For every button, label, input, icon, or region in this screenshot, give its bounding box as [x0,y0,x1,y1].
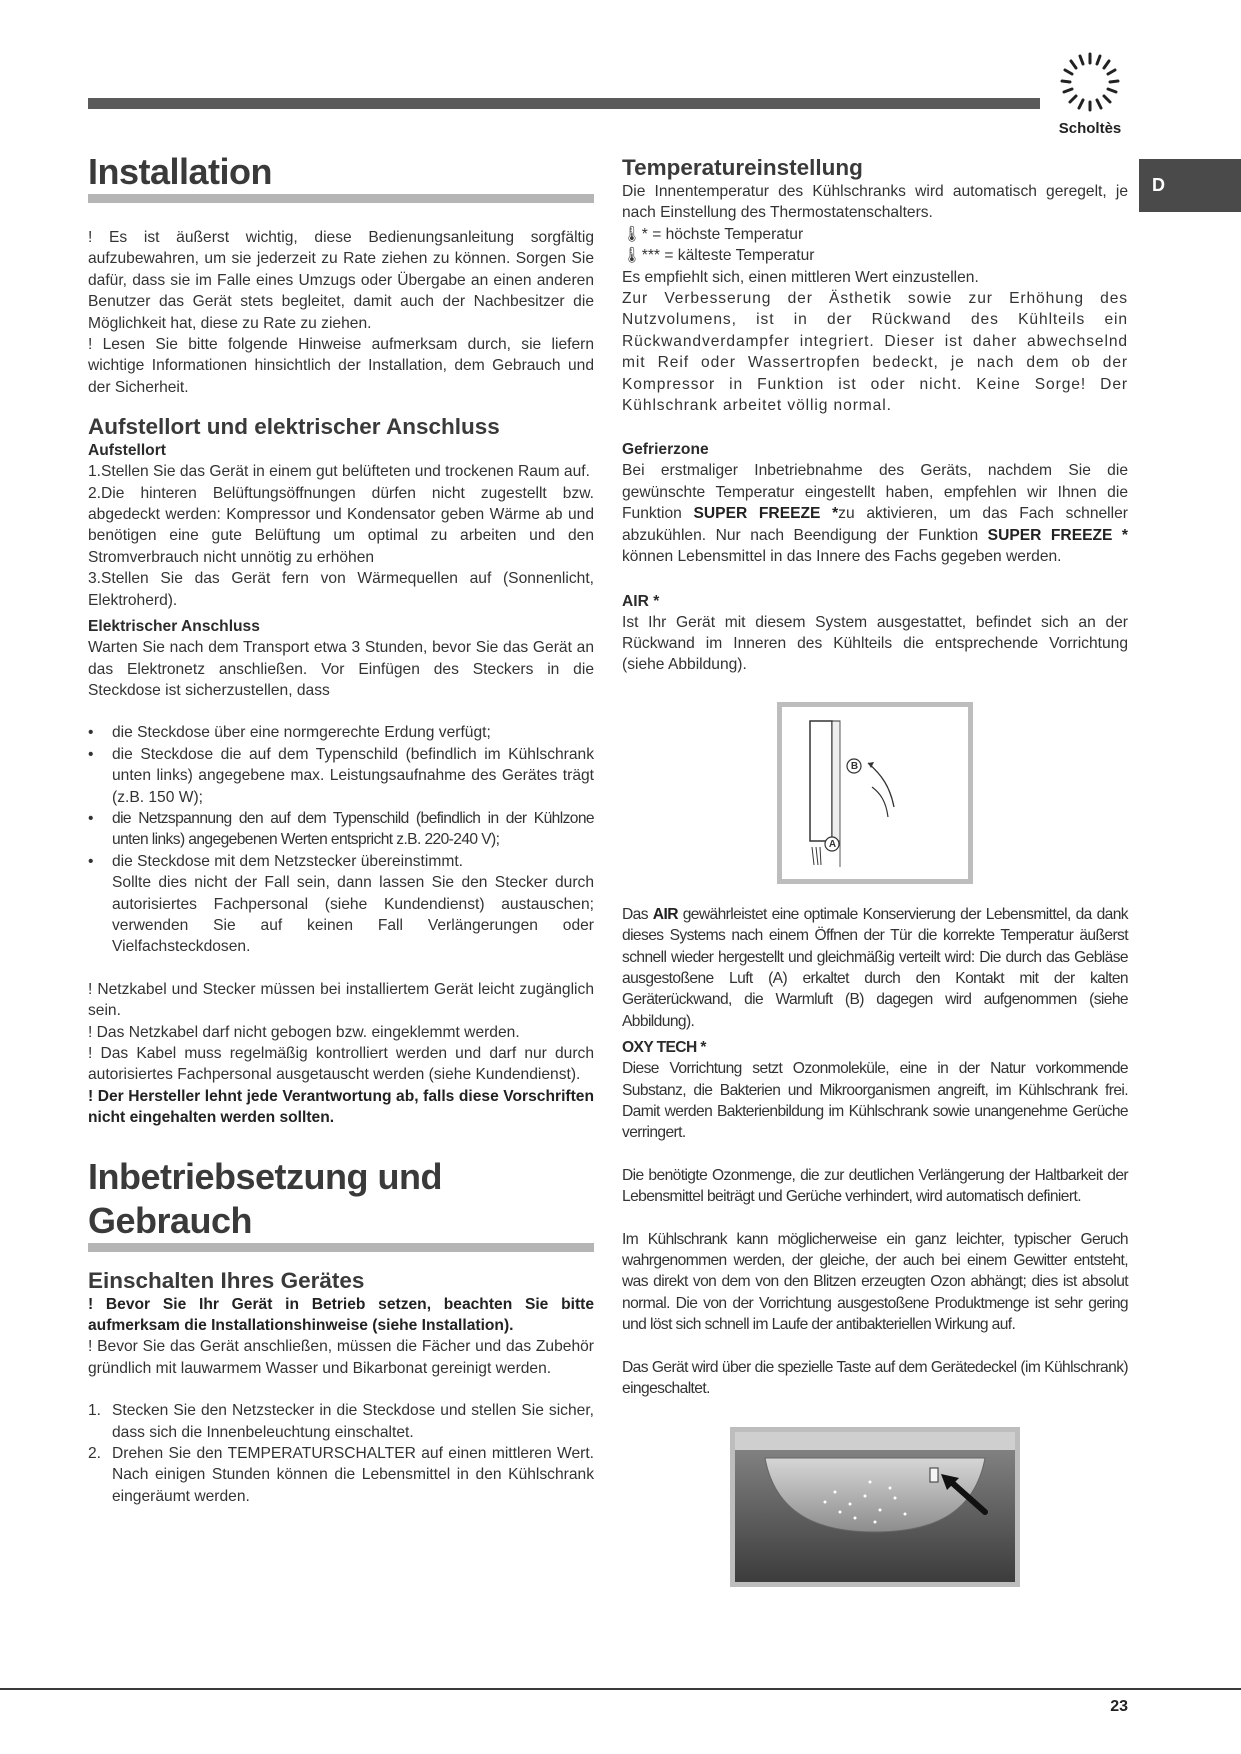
gefrierzone-text-a: Bei erstmaliger Inbetriebnahme des Geräts, nachdem Sie die gewünschte Temperatur eingestellt haben, empfehlen wir Ihnen die Funktion [622,462,1128,523]
air-p2-text-b: gewährleistet eine optimale Konservierung der Lebensmittel, da dank dieses Systems nach einem Öffnen der Tür die korrekte Temperatur äußerst schnell wieder hergestellt und gleichmäßig verteilt wird: Die durch das Gebläse ausgestoßene Luft (A) erkaltet durch den Kontakt mit der kalten Geräterückwand, die Warmluft (B) dagegen wird aufgenommen (siehe Abbildung). [622,905,1128,1030]
anschluss-warning-3: ! Das Kabel muss regelmäßig kontrolliert werden und darf nur durch autorisiertes Fachpersonal ausgetauscht werden (siehe Kundendienst). [88,1045,594,1084]
gefrierzone-p1 [622,460,1128,567]
inbetrieb-title [88,1155,594,1252]
step-text: Stecken Sie den Netzstecker in die Steckdose und stellen Sie sicher, dass sich die Innenbeleuchtung einschaltet. [112,1402,594,1441]
header-bar [88,98,1040,109]
super-freeze-label-2: SUPER FREEZE * [987,526,1128,544]
oxy-figure-wrap [622,1427,1128,1587]
einschalten-subtitle: Einschalten Ihres Gerätes [88,1267,365,1293]
aufstellort-p3: 3.Stellen Sie das Gerät fern von Wärmequellen auf (Sonnenlicht, Elektroherd). [88,570,594,609]
thermometer-low-icon: 🌡 [622,247,642,265]
list-item [88,1443,594,1507]
temperatur-p2: Es empfiehlt sich, einen mittleren Wert einzustellen. [622,268,979,286]
list-item: • die Steckdose die auf dem Typenschild (befindlich im Kühlschrank unten links) angegebene max. Leistungsaufnahme des Gerätes trägt (z.B. 150 W); [88,744,594,808]
air-subtitle: AIR * [622,592,660,610]
list-item [88,1400,594,1443]
aufstellort-subtitle: Aufstellort [88,442,166,460]
aufstellort-p1: 1.Stellen Sie das Gerät in einem gut belüfteten und trockenen Raum auf. [88,463,590,481]
temperatur-line-low-text: *** = kälteste Temperatur [641,247,815,265]
brand-logo [1050,50,1130,150]
installation-intro-2: ! Lesen Sie bitte folgende Hinweise aufmerksam durch, sie liefern wichtige Informationen hinsichtlich der Installation, dem Gebrauch und der Sicherheit. [88,336,594,396]
air-p1: Ist Ihr Gerät mit diesem System ausgestattet, befindet sich an der Rückwand im Inneren des Kühlteils die entsprechende Vorrichtung (siehe Abbildung). [622,613,1128,674]
installation-title: Installation [88,150,594,203]
list-item: • die Netzspannung den auf dem Typenschild (befindlich in der Kühlzone unten links) angegebenen Werten entspricht z.B. 220-240 V); [88,808,594,851]
air-p2 [622,904,1128,1032]
air-p2-text-a: Das [622,905,653,923]
temperatur-line-high-text: * = höchste Temperatur [641,225,804,243]
footer-line [0,1688,1241,1690]
einschalten-steps [88,1400,594,1507]
oxy-p1: Diese Vorrichtung setzt Ozonmoleküle, eine in der Natur vorkommende Substanz, die Bakterien und Mikroorganismen angreift, im Kühlschrank frei. Damit werden Bakterienbildung im Kühlschrank sowie unangenehme Gerüche verringert. [622,1060,1128,1142]
anschluss-bullet-list [88,722,594,872]
super-freeze-label-1: SUPER FREEZE * [693,505,839,523]
temperatur-title: Temperatureinstellung [622,155,863,180]
step-text: Drehen Sie den TEMPERATURSCHALTER auf einen mittleren Wert. Nach einigen Stunden können die Lebensmittel in den Kühlschrank eingeräumt werden. [112,1445,594,1505]
installation-intro-1: ! Es ist äußerst wichtig, diese Bedienungsanleitung sorgfältig aufzubewahren, um sie jederzeit zu Rate ziehen zu können. Sorgen Sie dafür, dass sie im Falle eines Umzugs oder Übergabe an einen anderen Benutzer das Gerät stets begleitet, damit auch der Nachbesitzer die Möglichkeit hat, diese zu Rate zu ziehen. [88,229,594,332]
oxy-subtitle: OXY TECH * [622,1039,706,1057]
air-label-b: B [850,760,859,772]
anschluss-bullet-4-continued: Sollte dies nicht der Fall sein, dann lassen Sie den Stecker durch autorisiertes Fachpersonal (siehe Kundendienst) austauschen; verwenden Sie auf keinen Fall Verlängerungen oder Vielfachsteckdosen. [112,874,594,956]
oxy-p2: Die benötigte Ozonmenge, die zur deutlichen Verlängerung der Haltbarkeit der Lebensmittel beiträgt und Gerüche verhindert, wird automatisch definiert. [622,1166,1128,1206]
gefrierzone-text-c: können Lebensmittel in das Innere des Fachs gegeben werden. [622,548,1062,566]
air-figure [777,702,973,884]
aufstellort-section-title: Aufstellort und elektrischer Anschluss [88,414,500,440]
oxy-figure [730,1427,1020,1587]
oxy-p4: Das Gerät wird über die spezielle Taste auf dem Gerätedeckel (im Kühlschrank) eingeschaltet. [622,1358,1128,1398]
right-column [622,155,1128,1587]
anschluss-subtitle: Elektrischer Anschluss [88,618,260,636]
step-number: 2. [88,1445,102,1463]
anschluss-warning-4: ! Der Hersteller lehnt jede Verantwortung ab, falls diese Vorschriften nicht eingehalten werden sollten. [88,1087,594,1127]
air-bold-label: AIR [652,905,678,923]
list-item: • die Steckdose mit dem Netzstecker übereinstimmt. [88,851,594,872]
sun-logo-icon [1055,50,1125,116]
einschalten-p1: ! Bevor Sie das Gerät anschließen, müssen die Fächer und das Zubehör gründlich mit lauwarmem Wasser und Bikarbonat gereinigt werden. [88,1338,594,1377]
temperatur-line-low [622,245,1128,266]
temperatur-p1: Die Innentemperatur des Kühlschranks wird automatisch geregelt, je nach Einstellung des Thermostatenschalters. [622,183,1128,222]
temperatur-line-high [622,224,1128,245]
air-diagram-illustration [782,707,968,879]
oxy-device-photo [735,1432,1015,1582]
left-column [88,150,594,1507]
aufstellort-p2: 2.Die hinteren Belüftungsöffnungen dürfen nicht zugestellt bzw. abgedeckt werden: Kompressor und Kondensator geben Wärme ab und benötigen eine gute Belüftung um optimal zu arbeiten und den Stromverbrauch nicht unnötig zu erhöhen [88,484,594,566]
inbetrieb-title-line-1: Inbetriebsetzung und [88,1155,442,1197]
list-item: • die Steckdose über eine normgerechte Erdung verfügt; [88,722,594,743]
einschalten-bold-intro: ! Bevor Sie Ihr Gerät in Betrieb setzen, beachten Sie bitte aufmerksam die Installationshinweise (siehe Installation). [88,1295,594,1335]
page-number: 23 [1110,1698,1128,1715]
brand-name: Scholtès [1058,120,1122,137]
thermometer-high-icon: 🌡 [622,225,642,243]
anschluss-p1: Warten Sie nach dem Transport etwa 3 Stunden, bevor Sie das Gerät an das Elektronetz anschließen. Vor Einfügen des Steckers in die Steckdose ist sicherzustellen, dass [88,639,594,699]
anschluss-warning-1: ! Netzkabel und Stecker müssen bei installiertem Gerät leicht zugänglich sein. [88,980,594,1020]
language-tab: D [1139,159,1241,212]
oxy-p3: Im Kühlschrank kann möglicherweise ein ganz leichter, typischer Geruch wahrgenommen werden, der gleiche, der auch bei einem Gewitter entsteht, was direkt von dem von den Blitzen erzeugten Ozon abhängt; dies ist absolut normal. Die von der Vorrichtung ausgestoßene Produktmenge ist sehr gering und löst sich schnell im Laufe der antibakteriellen Wirkung auf. [622,1230,1128,1334]
gefrierzone-subtitle: Gefrierzone [622,441,709,459]
step-number: 1. [88,1402,102,1420]
temperatur-p3: Zur Verbesserung der Ästhetik sowie zur Erhöhung des Nutzvolumens, ist in der Rückwand des Kühlteils ein Rückwandverdampfer integriert. Dieser ist daher abwechselnd mit Reif oder Wassertropfen bedeckt, je nach dem ob der Kompressor in Funktion ist oder nicht. Keine Sorge! Der Kühlschrank arbeitet völlig normal. [622,290,1128,415]
air-label-a: A [828,838,837,850]
anschluss-warning-2: ! Das Netzkabel darf nicht gebogen bzw. eingeklemmt werden. [88,1023,520,1041]
gefrierzone-text-b: zu aktivieren, um das Fach schneller abzukühlen. Nur nach Beendigung der Funktion [622,505,1128,544]
air-figure-wrap [622,702,1128,884]
inbetrieb-title-line-2: Gebrauch [88,1199,253,1241]
